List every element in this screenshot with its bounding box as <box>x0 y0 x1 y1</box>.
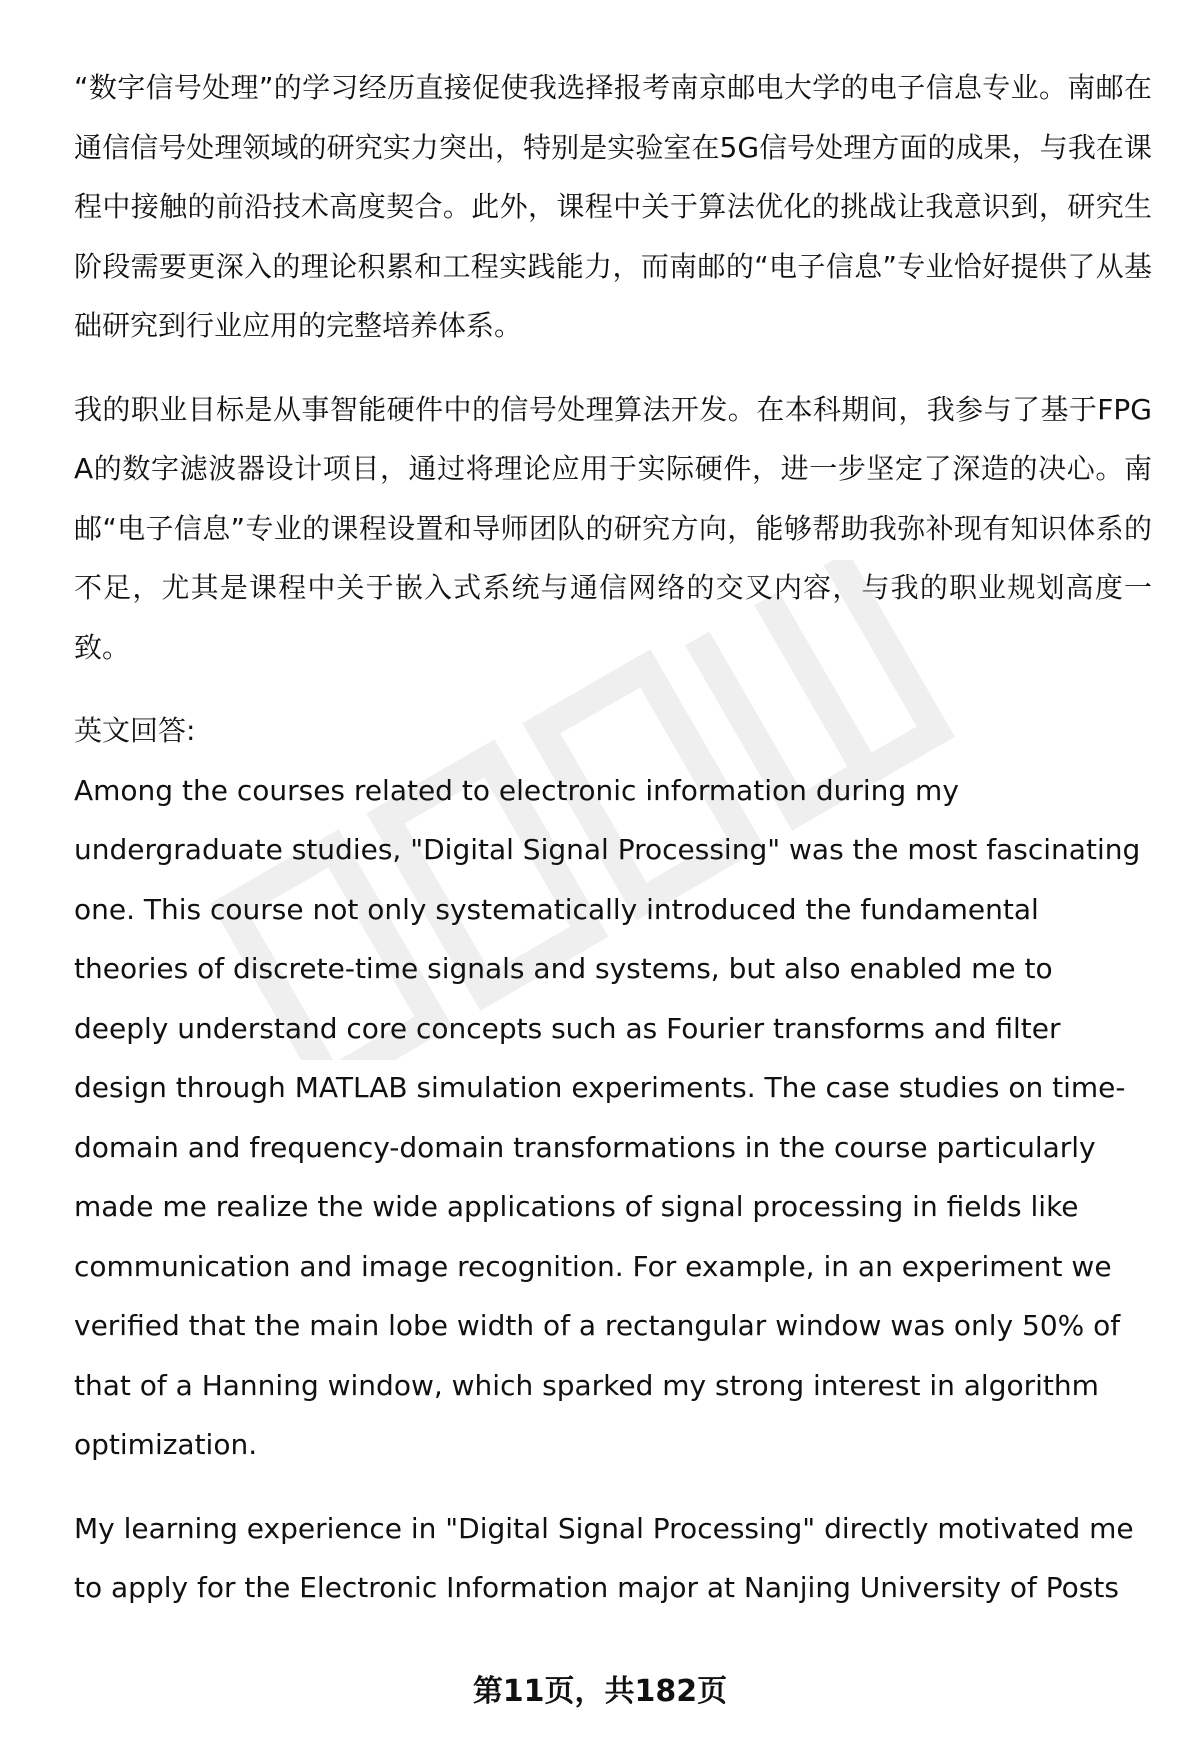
en-paragraph-1: Among the courses related to electronic information during my undergraduate studies, "Digital Signal Processing" was the most fascinating one. This course not only systematically introduced the fundamental theories of discrete-time signals and systems, but also enabled me to deeply understand core concepts such as Fourier transforms and filter design through MATLAB simulation experiments. The case studies on time-domain and frequency-domain transformations in the course particularly made me realize the wide applications of signal processing in fields like communication and image recognition. For example, in an experiment we verified that the main lobe width of a rectangular window was only 50% of that of a Hanning window, which sparked my strong interest in algorithm optimization. <box>74 773 1141 1461</box>
zh-paragraph-2: 我的职业目标是从事智能硬件中的信号处理算法开发。在本科期间，我参与了基于FPGA的数字滤波器设计项目，通过将理论应用于实际硬件，进一步坚定了深造的决心。南邮“电子信息”专业的课程设置和导师团队的研究方向，能够帮助我弥补现有知识体系的不足，尤其是课程中关于嵌入式系统与通信网络的交叉内容，与我的职业规划高度一致。 <box>74 392 1152 664</box>
page-number-footer: 第11页，共182页 <box>472 1674 728 1709</box>
document-body <box>74 58 1152 1618</box>
zh-paragraph-1: “数字信号处理”的学习经历直接促使我选择报考南京邮电大学的电子信息专业。南邮在通信信号处理领域的研究实力突出，特别是实验室在5G信号处理方面的成果，与我在课程中接触的前沿技术高度契合。此外，课程中关于算法优化的挑战让我意识到，研究生阶段需要更深入的理论积累和工程实践能力，而南邮的“电子信息”专业恰好提供了从基础研究到行业应用的完整培养体系。 <box>74 71 1152 342</box>
en-paragraph-2: My learning experience in "Digital Signal Processing" directly motivated me to apply for the Electronic Information major at Nanjing University of Posts <box>74 1511 1134 1604</box>
english-answer-label: 英文回答: <box>74 714 196 747</box>
